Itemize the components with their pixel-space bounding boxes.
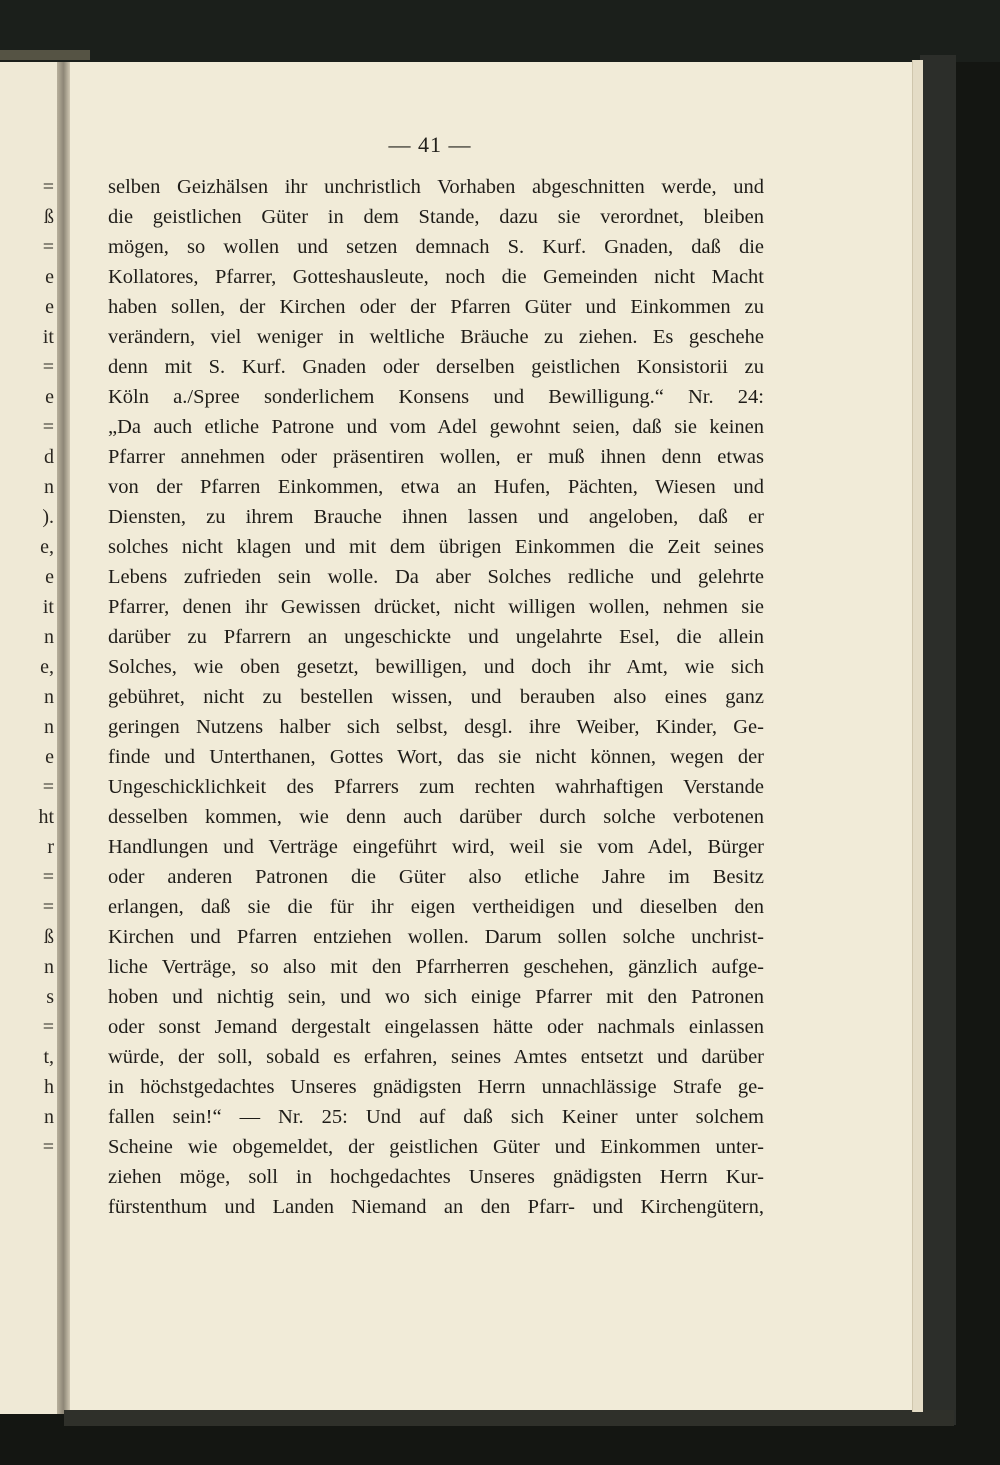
left-page-fragment: n — [44, 626, 54, 648]
left-page-fragment: e — [45, 266, 54, 288]
text-line: Scheine wie obgemeldet, der geistlichen Güter und Einkommen unter- — [108, 1136, 764, 1158]
text-line: in höchstgedachtes Unseres gnädigsten Herrn unnachlässige Strafe ge- — [108, 1076, 764, 1098]
text-line: selben Geizhälsen ihr unchristlich Vorhaben abgeschnitten werde, und — [108, 176, 764, 198]
text-line: von der Pfarren Einkommen, etwa an Hufen, Pächten, Wiesen und — [108, 476, 764, 498]
left-page-fragment: = — [42, 356, 54, 378]
left-page-fragment: ß — [44, 926, 54, 948]
left-page-fragment: it — [42, 326, 54, 348]
book-cover-bottom — [64, 1410, 954, 1426]
text-line: die geistlichen Güter in dem Stande, dazu sie verordnet, bleiben — [108, 206, 764, 228]
left-page-fragment: e, — [40, 536, 54, 558]
left-page-fragment: it — [42, 596, 54, 618]
text-line: liche Verträge, so also mit den Pfarrherren geschehen, gänzlich aufge- — [108, 956, 764, 978]
left-page-fragment: = — [42, 776, 54, 798]
left-page-fragment: = — [42, 1136, 54, 1158]
text-line: fallen sein!“ — Nr. 25: Und auf daß sich Keiner unter solchem — [108, 1106, 764, 1128]
text-line: Pfarrer, denen ihr Gewissen drücket, nicht willigen wollen, nehmen sie — [108, 596, 764, 618]
left-page-text-fragments — [0, 172, 58, 1162]
text-line: ziehen möge, soll in hochgedachtes Unseres gnädigsten Herrn Kur- — [108, 1166, 764, 1188]
text-line: darüber zu Pfarrern an ungeschickte und ungelahrte Esel, die allein — [108, 626, 764, 648]
page-edges — [912, 60, 923, 1412]
left-page-fragment: e — [45, 296, 54, 318]
text-line: „Da auch etliche Patrone und vom Adel gewohnt seien, daß sie keinen — [108, 416, 764, 438]
left-page-fragment: ß — [44, 206, 54, 228]
text-line: Diensten, zu ihrem Brauche ihnen lassen und angeloben, daß er — [108, 506, 764, 528]
left-page — [0, 62, 58, 1414]
text-line: gebühret, nicht zu bestellen wissen, und berauben also eines ganz — [108, 686, 764, 708]
left-page-fragment: n — [44, 956, 54, 978]
right-page — [70, 62, 916, 1410]
left-page-fragment: r — [47, 836, 54, 858]
text-line: oder anderen Patronen die Güter also etliche Jahre im Besitz — [108, 866, 764, 888]
left-page-fragment: = — [42, 1016, 54, 1038]
left-page-fragment: n — [44, 716, 54, 738]
body-text — [108, 172, 764, 1222]
text-line: hoben und nichtig sein, und wo sich einige Pfarrer mit den Patronen — [108, 986, 764, 1008]
text-line: oder sonst Jemand dergestalt eingelassen hätte oder nachmals einlassen — [108, 1016, 764, 1038]
text-line: Kollatores, Pfarrer, Gotteshausleute, noch die Gemeinden nicht Macht — [108, 266, 764, 288]
text-line: Lebens zufrieden sein wolle. Da aber Solches redliche und gelehrte — [108, 566, 764, 588]
text-line: erlangen, daß sie die für ihr eigen vertheidigen und dieselben den — [108, 896, 764, 918]
left-page-fragment: e, — [40, 656, 54, 678]
book-cover-top — [0, 0, 1000, 62]
book-gutter — [57, 62, 70, 1414]
left-page-fragment: s — [46, 986, 54, 1008]
text-line: würde, der soll, sobald es erfahren, seines Amtes entsetzt und darüber — [108, 1046, 764, 1068]
left-page-fragment: e — [45, 746, 54, 768]
text-line: Kirchen und Pfarren entziehen wollen. Darum sollen solche unchrist- — [108, 926, 764, 948]
text-line: haben sollen, der Kirchen oder der Pfarren Güter und Einkommen zu — [108, 296, 764, 318]
left-page-fragment: = — [42, 416, 54, 438]
text-line: denn mit S. Kurf. Gnaden oder derselben geistlichen Konsistorii zu — [108, 356, 764, 378]
text-line: desselben kommen, wie denn auch darüber durch solche verbotenen — [108, 806, 764, 828]
text-line: fürstenthum und Landen Niemand an den Pfarr- und Kirchengütern, — [108, 1196, 764, 1218]
left-page-fragment: d — [44, 446, 54, 468]
left-page-fragment: n — [44, 686, 54, 708]
text-line: verändern, viel weniger in weltliche Bräuche zu ziehen. Es geschehe — [108, 326, 764, 348]
text-line: Köln a./Spree sonderlichem Konsens und Bewilligung.“ Nr. 24: — [108, 386, 764, 408]
text-line: Pfarrer annehmen oder präsentiren wollen, er muß ihnen denn etwas — [108, 446, 764, 468]
left-page-fragment: n — [44, 476, 54, 498]
left-page-fragment: = — [42, 176, 54, 198]
left-page-fragment: e — [45, 386, 54, 408]
text-line: solches nicht klagen und mit dem übrigen Einkommen die Zeit seines — [108, 536, 764, 558]
left-page-fragment: t, — [43, 1046, 54, 1068]
text-line: geringen Nutzens halber sich selbst, desgl. ihre Weiber, Kinder, Ge- — [108, 716, 764, 738]
left-page-fragment: e — [45, 566, 54, 588]
text-line: Handlungen und Verträge eingeführt wird, weil sie vom Adel, Bürger — [108, 836, 764, 858]
text-line: Solches, wie oben gesetzt, bewilligen, und doch ihr Amt, wie sich — [108, 656, 764, 678]
text-line: mögen, so wollen und setzen demnach S. Kurf. Gnaden, daß die — [108, 236, 764, 258]
left-page-fragment: = — [42, 236, 54, 258]
text-line: finde und Unterthanen, Gottes Wort, das sie nicht können, wegen der — [108, 746, 764, 768]
page-number: — 41 — — [388, 132, 472, 157]
left-page-fragment: n — [44, 1106, 54, 1128]
left-page-fragment: ht — [38, 806, 54, 828]
book-cover-right — [920, 55, 956, 1425]
left-page-fragment: h — [44, 1076, 54, 1098]
spine-binding — [0, 50, 90, 60]
left-page-fragment: = — [42, 896, 54, 918]
text-line: Ungeschicklichkeit des Pfarrers zum rechten wahrhaftigen Verstande — [108, 776, 764, 798]
left-page-fragment: = — [42, 866, 54, 888]
left-page-fragment: ). — [42, 506, 54, 528]
